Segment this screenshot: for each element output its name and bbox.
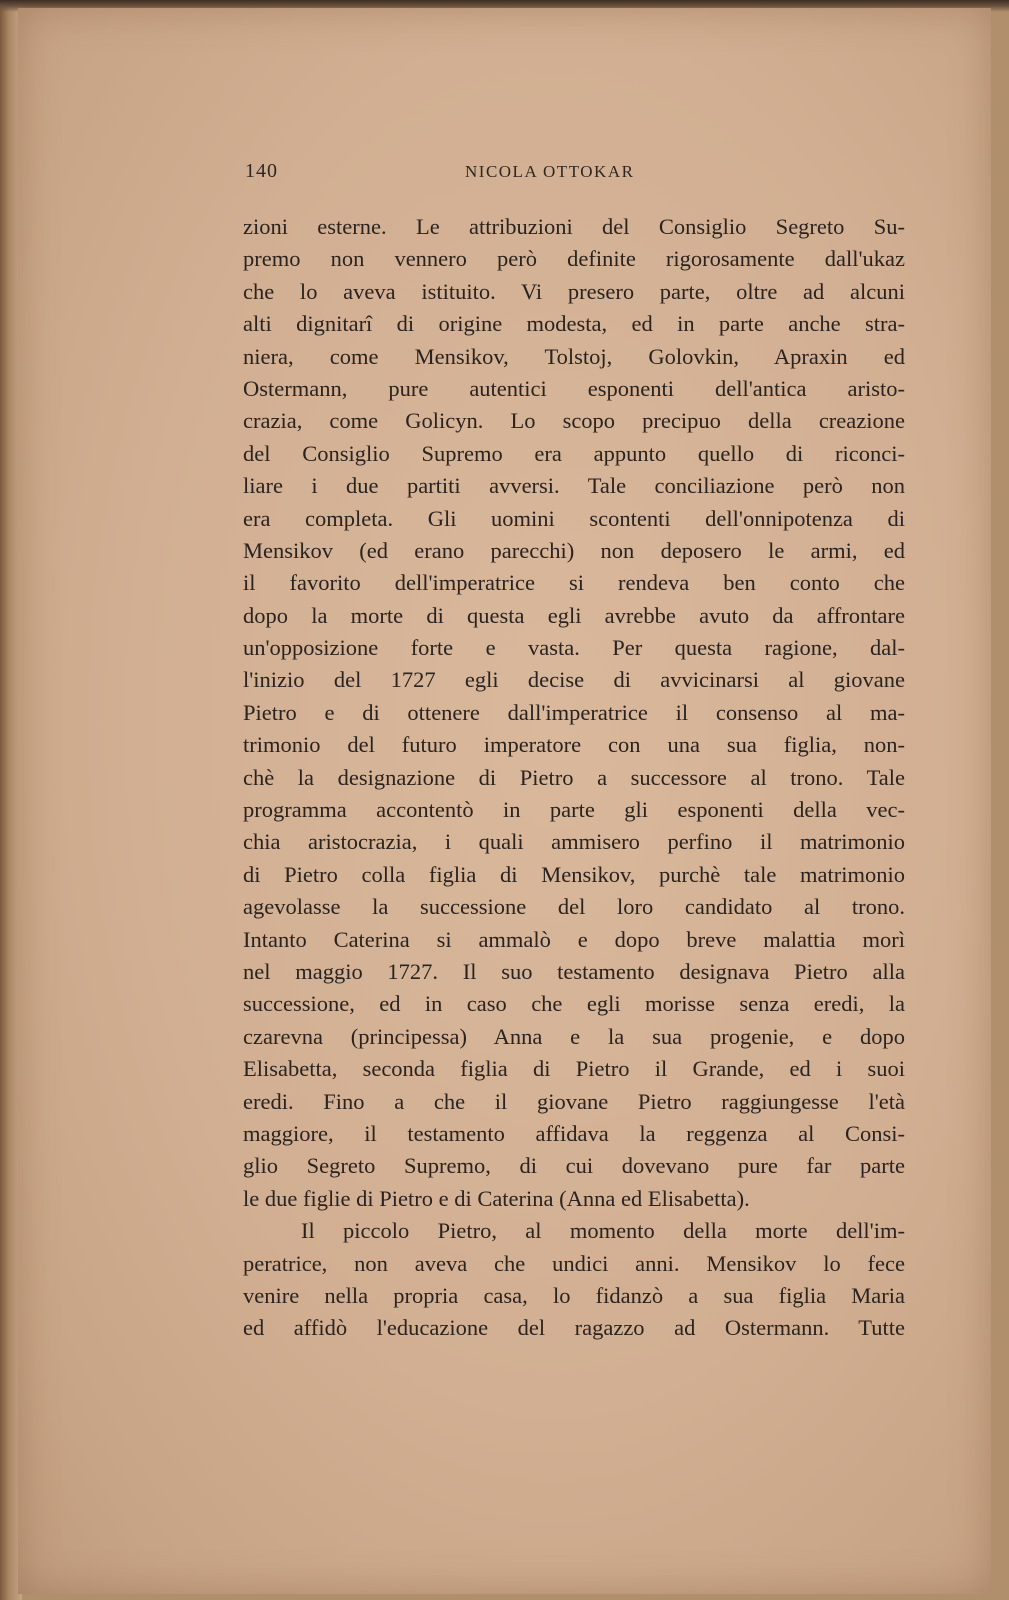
text-line: programma accontentò in parte gli esponenti della vec- (243, 797, 905, 823)
text-line: ed affidò l'educazione del ragazzo ad Ostermann. Tutte (243, 1315, 905, 1341)
text-line: un'opposizione forte e vasta. Per questa ragione, dal- (243, 635, 905, 661)
text-line: peratrice, non aveva che undici anni. Mensikov lo fece (243, 1250, 905, 1276)
text-line: le due figlie di Pietro e di Caterina (Anna ed Elisabetta). (243, 1185, 750, 1211)
text-line: di Pietro colla figlia di Mensikov, purchè tale matrimonio (243, 861, 905, 887)
text-line: chè la designazione di Pietro a successore al trono. Tale (243, 764, 905, 790)
text-line: Ostermann, pure autentici esponenti dell'antica aristo- (243, 375, 905, 401)
text-line: Il piccolo Pietro, al momento della morte dell'im- (301, 1218, 905, 1244)
text-line: Pietro e di ottenere dall'imperatrice il consenso al ma- (243, 699, 905, 725)
text-line: crazia, come Golicyn. Lo scopo precipuo della creazione (243, 408, 905, 434)
text-line: maggiore, il testamento affidava la reggenza al Consi- (243, 1120, 905, 1146)
text-line: czarevna (principessa) Anna e la sua progenie, e dopo (243, 1023, 905, 1049)
text-line: nel maggio 1727. Il suo testamento designava Pietro alla (243, 958, 905, 984)
text-line: dopo la morte di questa egli avrebbe avuto da affrontare (243, 602, 905, 628)
text-line: il favorito dell'imperatrice si rendeva ben conto che (243, 570, 905, 596)
text-line: trimonio del futuro imperatore con una sua figlia, non- (243, 732, 905, 758)
text-line: venire nella propria casa, lo fidanzò a sua figlia Maria (243, 1282, 905, 1308)
running-head: NICOLA OTTOKAR (465, 162, 635, 181)
text-line: glio Segreto Supremo, di cui dovevano pure far parte (243, 1153, 905, 1179)
text-line: premo non vennero però definite rigorosamente dall'ukaz (243, 246, 905, 272)
text-line: agevolasse la successione del loro candidato al trono. (243, 894, 905, 920)
text-line: era completa. Gli uomini scontenti dell'onnipotenza di (243, 505, 905, 531)
text-line: zioni esterne. Le attribuzioni del Consiglio Segreto Su- (243, 214, 905, 239)
text-line: eredi. Fino a che il giovane Pietro raggiungesse l'età (243, 1088, 905, 1114)
text-line: successione, ed in caso che egli morisse senza eredi, la (243, 991, 905, 1017)
page-number: 140 (245, 160, 278, 182)
text-line: niera, come Mensikov, Tolstoj, Golovkin, Apraxin ed (243, 343, 905, 369)
text-line: l'inizio del 1727 egli decise di avvicinarsi al giovane (243, 667, 905, 693)
text-line: Elisabetta, seconda figlia di Pietro il Grande, ed i suoi (243, 1056, 905, 1082)
text-line: Intanto Caterina si ammalò e dopo breve malattia morì (243, 926, 905, 952)
text-line: Mensikov (ed erano parecchi) non deposero le armi, ed (243, 537, 905, 563)
body-text (243, 211, 905, 1345)
text-line: chia aristocrazia, i quali ammisero perfino il matrimonio (243, 829, 905, 855)
text-line: del Consiglio Supremo era appunto quello di riconci- (243, 440, 905, 466)
text-line: alti dignitarî di origine modesta, ed in parte anche stra- (243, 311, 905, 337)
text-line: liare i due partiti avversi. Tale conciliazione però non (243, 473, 905, 499)
page-header (245, 160, 675, 188)
text-line: che lo aveva istituito. Vi presero parte, oltre ad alcuni (243, 278, 905, 304)
